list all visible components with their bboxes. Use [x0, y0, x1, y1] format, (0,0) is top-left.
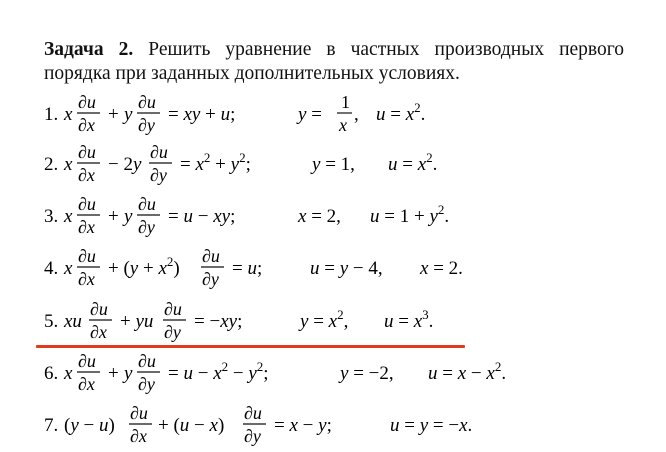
- problem-4-formula: [44, 244, 644, 292]
- svg-text:y: y: [124, 104, 133, 125]
- svg-text:u = 1 + y2.: $u = 1 + y^2$.: [370, 202, 450, 227]
- svg-text:1: 1: [341, 92, 350, 112]
- svg-text:∂u: ∂u: [202, 246, 220, 266]
- highlight-underline: [36, 345, 465, 348]
- svg-text:u = x3.: $u = x^3$.: [384, 307, 434, 332]
- svg-text:∂x: ∂x: [78, 269, 95, 289]
- svg-text:∂y: ∂y: [138, 115, 155, 135]
- svg-text:(y − u): (y − u): [64, 415, 115, 436]
- svg-text:∂u: ∂u: [130, 403, 148, 423]
- svg-text:x = 2,: x = 2,: [298, 206, 341, 227]
- svg-text:∂x: ∂x: [78, 115, 95, 135]
- task-header: [44, 38, 624, 86]
- svg-text:y = −2,: y = −2,: [340, 363, 394, 384]
- problem-2: [44, 140, 644, 188]
- svg-text:x: x: [64, 258, 73, 279]
- problem-number: 4.: [44, 258, 59, 279]
- svg-text:∂y: ∂y: [244, 426, 261, 446]
- svg-text:+ yu: + yu: [120, 311, 154, 332]
- problem-5: [44, 297, 644, 345]
- problem-2-formula: [44, 140, 644, 188]
- problem-1-formula: [44, 90, 644, 138]
- svg-text:x: x: [64, 104, 73, 125]
- svg-text:∂y: ∂y: [202, 269, 219, 289]
- svg-text:x: x: [339, 115, 347, 135]
- svg-text:u = x − x2.: $u = x - x^2$.: [428, 359, 507, 384]
- svg-text:+ (y + x2): + $(y + x^2)$: [108, 254, 180, 279]
- svg-text:x: x: [64, 363, 73, 384]
- svg-text:+: +: [108, 206, 119, 227]
- problem-4: [44, 244, 644, 292]
- problem-7-formula: [44, 401, 644, 449]
- svg-text:∂u: ∂u: [90, 299, 108, 319]
- problem-5-formula: [44, 297, 644, 345]
- svg-text:∂u: ∂u: [150, 142, 168, 162]
- svg-text:∂y: ∂y: [138, 374, 155, 394]
- problem-number: 5.: [44, 311, 59, 332]
- svg-text:xu: xu: [64, 311, 82, 332]
- problem-3-formula: [44, 192, 644, 240]
- svg-text:y = x2,: $y = x^2$,: [300, 307, 349, 332]
- svg-text:∂u: ∂u: [244, 403, 262, 423]
- svg-text:= x2 + y2;: = $x^2 + y^2$;: [180, 150, 251, 175]
- svg-text:∂y: ∂y: [138, 217, 155, 237]
- svg-text:= −xy;: = −xy;: [194, 311, 243, 332]
- svg-text:u = y = −x.: u = y = −x.: [390, 415, 473, 436]
- svg-text:∂u: ∂u: [138, 351, 156, 371]
- problem-number: 7.: [44, 415, 59, 436]
- problem-number: 1.: [44, 104, 59, 125]
- svg-text:∂y: ∂y: [164, 322, 181, 342]
- svg-text:∂x: ∂x: [78, 374, 95, 394]
- svg-text:− 2y: − 2y: [108, 154, 142, 175]
- problem-7: [44, 401, 644, 449]
- task-text: Решить уравнение в частных производных первого порядка при заданных дополнительных условиях.: [44, 39, 625, 84]
- svg-text:= u;: = u;: [232, 258, 263, 279]
- svg-text:+ (u − x): + (u − x): [158, 415, 225, 436]
- svg-text:+: +: [108, 363, 119, 384]
- svg-text:∂u: ∂u: [78, 142, 96, 162]
- svg-text:= u − xy;: = u − xy;: [168, 206, 236, 227]
- svg-text:∂u: ∂u: [138, 194, 156, 214]
- problem-number: 2.: [44, 154, 59, 175]
- svg-text:x: x: [64, 154, 73, 175]
- svg-text:∂x: ∂x: [78, 217, 95, 237]
- problem-1: [44, 90, 644, 138]
- svg-text:= u − x2 − y2;: = $u - x^2 - y^2$;: [168, 359, 269, 384]
- problem-number: 3.: [44, 206, 59, 227]
- problem-6-formula: [44, 349, 644, 397]
- svg-text:∂x: ∂x: [130, 426, 147, 446]
- problem-6: [44, 349, 644, 397]
- svg-text:∂u: ∂u: [78, 351, 96, 371]
- svg-text:∂u: ∂u: [138, 92, 156, 112]
- svg-text:x: x: [64, 206, 73, 227]
- svg-text:= x − y;: = x − y;: [274, 415, 332, 436]
- svg-text:∂u: ∂u: [78, 194, 96, 214]
- svg-text:y = 1,: y = 1,: [312, 154, 355, 175]
- task-label: Задача 2.: [44, 39, 134, 60]
- svg-text:y: y: [124, 206, 133, 227]
- svg-text:,: ,: [354, 104, 359, 125]
- svg-text:x = 2.: x = 2.: [420, 258, 463, 279]
- problem-3: [44, 192, 644, 240]
- svg-text:+: +: [108, 104, 119, 125]
- svg-text:∂u: ∂u: [78, 246, 96, 266]
- svg-text:y =: y =: [298, 104, 322, 125]
- svg-text:y: y: [124, 363, 133, 384]
- svg-text:∂x: ∂x: [90, 322, 107, 342]
- svg-text:u = y − 4,: u = y − 4,: [310, 258, 383, 279]
- svg-text:u = x2.: $u = x^2$.: [388, 150, 438, 175]
- problem-number: 6.: [44, 363, 59, 384]
- svg-text:= xy + u;: = xy + u;: [168, 104, 236, 125]
- svg-text:∂u: ∂u: [78, 92, 96, 112]
- svg-text:∂y: ∂y: [150, 165, 167, 185]
- svg-text:∂x: ∂x: [78, 165, 95, 185]
- svg-text:∂u: ∂u: [164, 299, 182, 319]
- svg-text:u = x2.: $u = x^2$.: [376, 100, 426, 125]
